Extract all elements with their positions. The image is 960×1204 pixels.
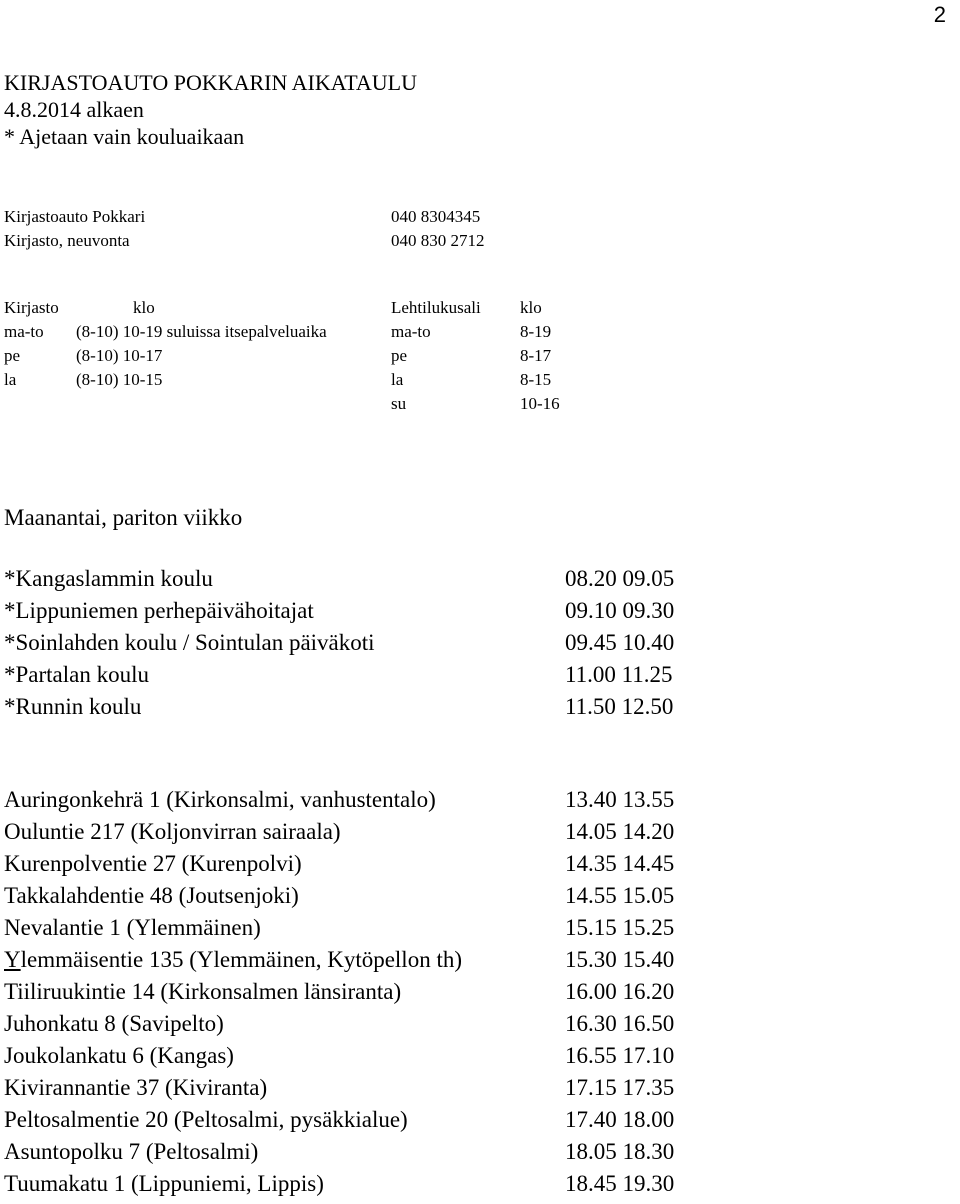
reading-room-time: 10-16 bbox=[520, 394, 560, 413]
stop-place: Tuumakatu 1 (Lippuniemi, Lippis) bbox=[4, 1171, 324, 1196]
stop-time: 18.45 19.30 bbox=[565, 1171, 675, 1196]
contact-phone: 040 830 2712 bbox=[391, 231, 485, 250]
school-term-note: * Ajetaan vain kouluaikaan bbox=[4, 124, 245, 149]
reading-room-day: su bbox=[391, 394, 407, 413]
stop-time: 13.40 13.55 bbox=[565, 787, 675, 812]
stop-place: Peltosalmentie 20 (Peltosalmi, pysäkkialue) bbox=[4, 1107, 408, 1132]
stop-time: 11.00 11.25 bbox=[565, 662, 673, 687]
stop-time: 18.05 18.30 bbox=[565, 1139, 675, 1164]
contact-label: Kirjasto, neuvonta bbox=[4, 231, 130, 250]
stop-place: Ouluntie 217 (Koljonvirran sairaala) bbox=[4, 819, 341, 844]
stop-time: 17.40 18.00 bbox=[565, 1107, 675, 1132]
reading-room-time: 8-15 bbox=[520, 370, 552, 389]
stop-time: 11.50 12.50 bbox=[565, 694, 674, 719]
stop-time: 14.05 14.20 bbox=[565, 819, 675, 844]
stop-time: 16.30 16.50 bbox=[565, 1011, 675, 1036]
reading-room-header: Lehtilukusali bbox=[391, 298, 481, 317]
stop-place: Asuntopolku 7 (Peltosalmi) bbox=[4, 1139, 259, 1164]
stop-place: Kivirannantie 37 (Kiviranta) bbox=[4, 1075, 268, 1100]
reading-room-day: la bbox=[391, 370, 404, 389]
contact-label: Kirjastoauto Pokkari bbox=[4, 207, 146, 226]
stop-time: 14.55 15.05 bbox=[565, 883, 675, 908]
stop-place: *Lippuniemen perhepäivähoitajat bbox=[4, 598, 314, 623]
stop-time: 08.20 09.05 bbox=[565, 566, 675, 591]
reading-room-time: 8-19 bbox=[520, 322, 552, 341]
stop-place-rest: lemmäisentie 135 (Ylemmäinen, Kytöpellon th) bbox=[20, 947, 462, 972]
stop-time: 15.30 15.40 bbox=[565, 947, 675, 972]
stop-time: 17.15 17.35 bbox=[565, 1075, 675, 1100]
stop-place: Takkalahdentie 48 (Joutsenjoki) bbox=[4, 883, 299, 908]
hours-time: (8-10) 10-15 bbox=[76, 370, 163, 389]
reading-room-day: pe bbox=[391, 346, 408, 365]
stop-time: 15.15 15.25 bbox=[565, 915, 675, 940]
underlined-letter: Y bbox=[4, 947, 21, 972]
hours-time: (8-10) 10-17 bbox=[76, 346, 163, 365]
stop-place: Auringonkehrä 1 (Kirkonsalmi, vanhustentalo) bbox=[4, 787, 436, 812]
stop-place: *Partalan koulu bbox=[4, 662, 149, 687]
stop-place: *Soinlahden koulu / Sointulan päiväkoti bbox=[4, 630, 375, 655]
hours-time: (8-10) 10-19 suluissa itsepalveluaika bbox=[76, 322, 327, 341]
stop-place: Nevalantie 1 (Ylemmäinen) bbox=[4, 915, 261, 940]
stop-place bbox=[4, 947, 462, 973]
stop-place: Kurenpolventie 27 (Kurenpolvi) bbox=[4, 851, 302, 876]
stop-place: *Runnin koulu bbox=[4, 694, 142, 719]
start-date: 4.8.2014 alkaen bbox=[4, 97, 144, 122]
library-header: Kirjasto bbox=[4, 298, 59, 317]
hours-day: ma-to bbox=[4, 322, 44, 341]
contact-phone: 040 8304345 bbox=[391, 207, 481, 226]
section-heading: Maanantai, pariton viikko bbox=[4, 505, 243, 530]
stop-time: 16.55 17.10 bbox=[565, 1043, 675, 1068]
document-title: KIRJASTOAUTO POKKARIN AIKATAULU bbox=[4, 70, 417, 95]
page-number: 2 bbox=[933, 2, 946, 27]
hours-day: la bbox=[4, 370, 17, 389]
stop-time: 16.00 16.20 bbox=[565, 979, 675, 1004]
reading-room-klo-header: klo bbox=[520, 298, 542, 317]
reading-room-day: ma-to bbox=[391, 322, 431, 341]
reading-room-time: 8-17 bbox=[520, 346, 552, 365]
stop-time: 14.35 14.45 bbox=[565, 851, 675, 876]
stop-place: Tiiliruukintie 14 (Kirkonsalmen länsiranta) bbox=[4, 979, 402, 1004]
stop-place: *Kangaslammin koulu bbox=[4, 566, 213, 591]
stop-place: Juhonkatu 8 (Savipelto) bbox=[4, 1011, 224, 1036]
stop-time: 09.45 10.40 bbox=[565, 630, 675, 655]
library-klo-header: klo bbox=[133, 298, 155, 317]
stop-place: Joukolankatu 6 (Kangas) bbox=[4, 1043, 234, 1068]
hours-day: pe bbox=[4, 346, 21, 365]
stop-time: 09.10 09.30 bbox=[565, 598, 675, 623]
